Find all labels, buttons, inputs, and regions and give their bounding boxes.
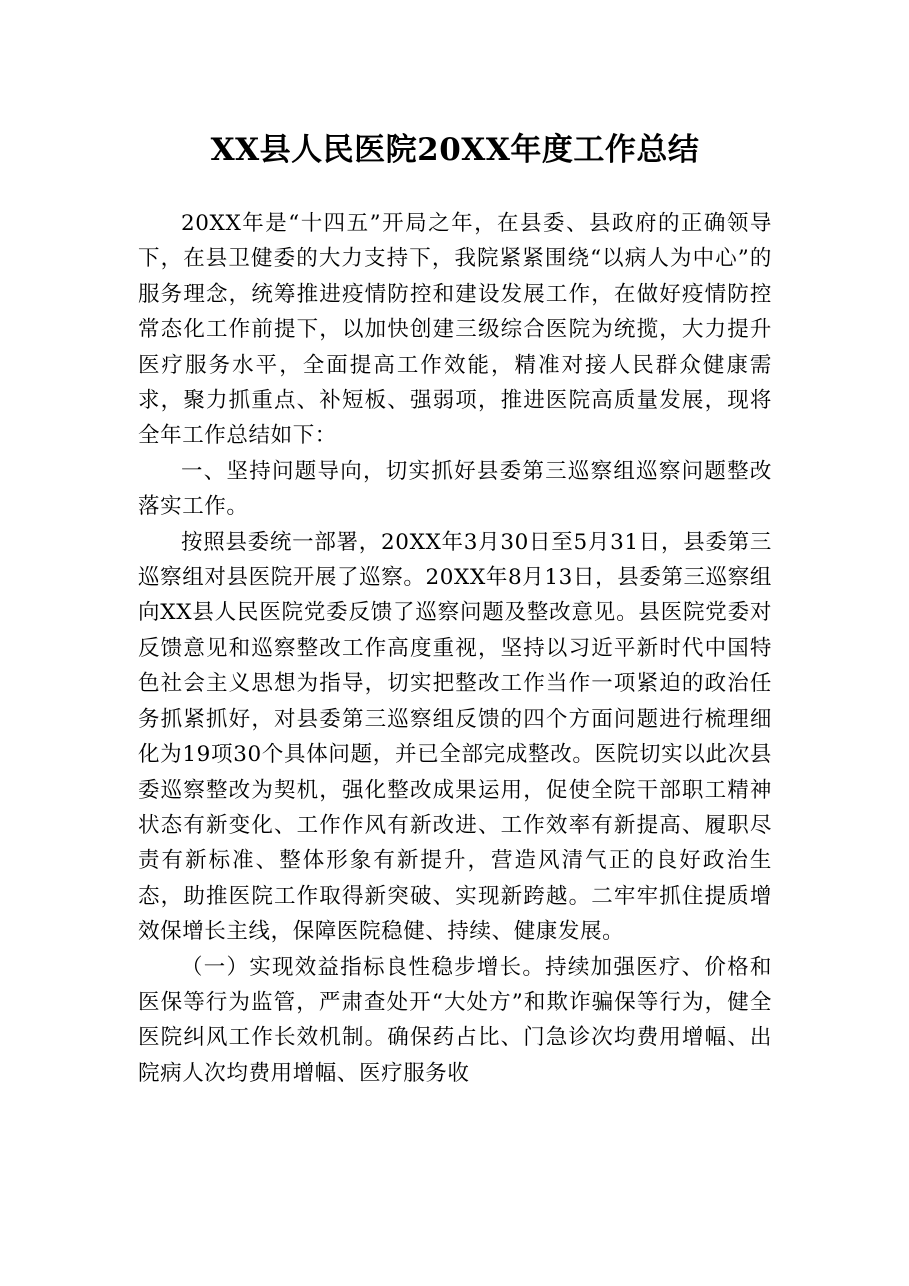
document-body (138, 206, 772, 1091)
paragraph-inspection: 按照县委统一部署，20XX年3月30日至5月31日，县委第三巡察组对县医院开展了巡察。20XX年8月13日，县委第三巡察组向XX县人民医院党委反馈了巡察问题及整改意见。县医院党委对反馈意见和巡察整改工作高度重视，坚持以习近平新时代中国特色社会主义思想为指导，切实把整改工作当作一项紧迫的政治任务抓紧抓好，对县委第三巡察组反馈的四个方面问题进行梳理细化为19项30个具体问题，并已全部完成整改。医院切实以此次县委巡察整改为契机，强化整改成果运用，促使全院干部职工精神状态有新变化、工作作风有新改进、工作效率有新提高、履职尽责有新标准、整体形象有新提升，营造风清气正的良好政治生态，助推医院工作取得新突破、实现新跨越。二牢牢抓住提质增效保增长主线，保障医院稳健、持续、健康发展。 (138, 529, 772, 945)
section-heading-1: 一、坚持问题导向，切实抓好县委第三巡察组巡察问题整改落实工作。 (138, 458, 772, 520)
document-title: XX县人民医院20XX年度工作总结 (210, 132, 700, 168)
paragraph-benefit-indicators: （一）实现效益指标良性稳步增长。持续加强医疗、价格和医保等行为监管，严肃查处开“大处方”和欺诈骗保等行为，健全医院纠风工作长效机制。确保药占比、门急诊次均费用增幅、出院病人次均费用增幅、医疗服务收 (138, 954, 772, 1086)
paragraph-intro: 20XX年是“十四五”开局之年，在县委、县政府的正确领导下，在县卫健委的大力支持下，我院紧紧围绕“以病人为中心”的服务理念，统筹推进疫情防控和建设发展工作，在做好疫情防控常态化工作前提下，以加快创建三级综合医院为统揽，大力提升医疗服务水平，全面提高工作效能，精准对接人民群众健康需求，聚力抓重点、补短板、强弱项，推进医院高质量发展，现将全年工作总结如下： (138, 211, 772, 449)
document-page (138, 0, 772, 1091)
